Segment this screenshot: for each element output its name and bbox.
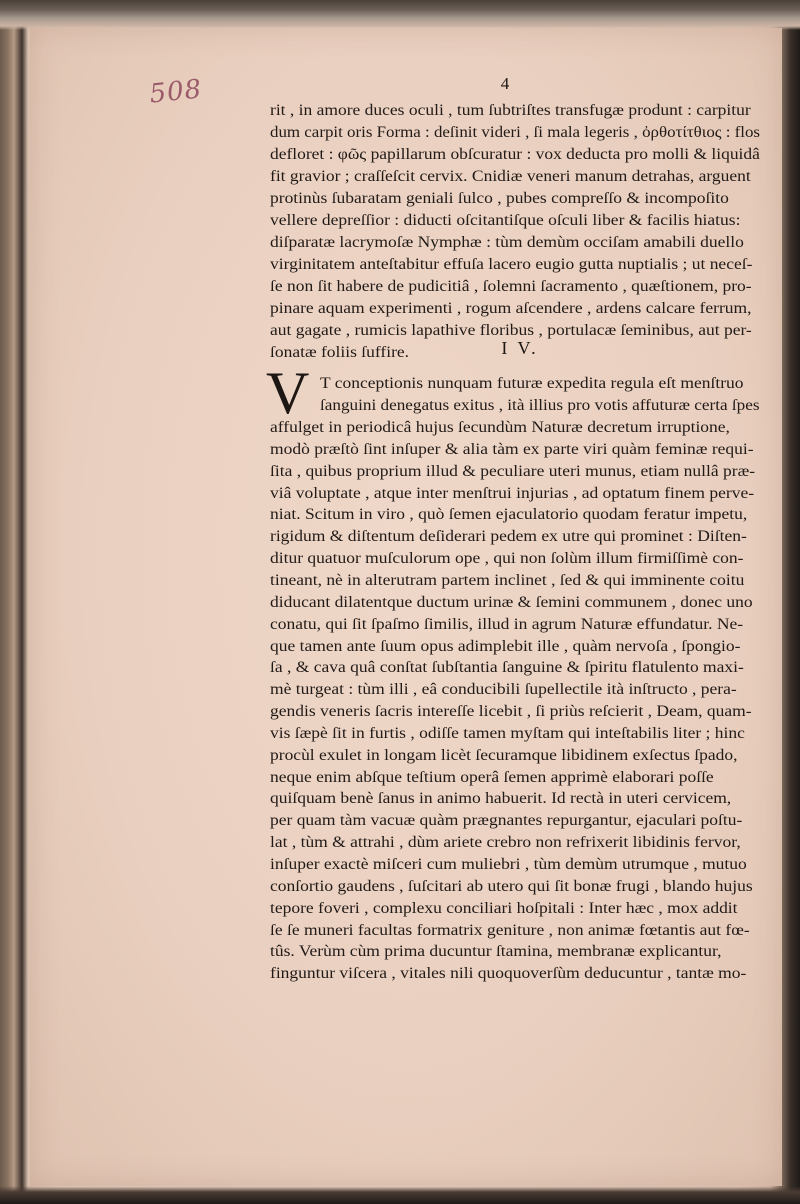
text-line: vellere depreſſior : diducti oſcitantiſque oſculi liber & facilis hiatus: <box>270 211 741 229</box>
text-line: procùl exulet in longam licèt ſecuramque libidinem exſectus ſpado, <box>270 745 738 764</box>
handwritten-folio-number: 508 <box>148 74 204 110</box>
text-line: finguntur viſcera , vitales nili quoquoverſùm deducuntur , tantæ mo- <box>270 964 747 983</box>
text-line: neque enim abſque teſtium operâ ſemen apprimè elaborari poſſe <box>270 767 714 786</box>
drop-cap: V <box>266 360 310 426</box>
text-line: ditur quatuor muſculorum ope , qui non ſolùm illum firmiſſimè con- <box>270 549 744 568</box>
text-line: conatu, qui ſit ſpaſmo ſimilis, illud in agrum Naturæ effundatur. Ne- <box>270 614 744 633</box>
text-line: ſonatæ foliis ſuffire. <box>270 343 410 361</box>
top-page-edge <box>0 0 800 30</box>
body-line-first: T conceptionis nunquam futuræ expedita regula eſt menſtruo <box>320 374 744 392</box>
text-line: dum carpit oris Forma : deſinit videri , ſi mala legeris , ὀρθοτίτθιος : flos <box>270 123 761 141</box>
text-line: lat , tùm & attrahi , dùm ariete crebro non refrixerit libidinis fervor, <box>270 833 741 852</box>
text-line: quiſquam benè ſanus in animo habuerit. Id rectà in uteri cervicem, <box>270 789 732 808</box>
text-line: gendis veneris ſacris intereſſe licebit , ſi priùs reſcierit , Deam, quam- <box>270 702 752 721</box>
text-line: vis ſæpè ſit in furtis , odiſſe tamen myſtam qui inteſtabilis liter ; hinc <box>270 723 745 742</box>
text-line: conſortio gaudens , ſuſcitari ab utero qui ſit bonæ frugi , blando hujus <box>270 876 753 895</box>
text-line: inſuper exactè miſceri cum muliebri , tùm demùm utrumque , mutuo <box>270 855 747 873</box>
section-heading: I V. <box>501 338 539 358</box>
text-line: per quam tàm vacuæ quàm prægnantes repurgantur, ejaculari poſtu- <box>270 811 743 830</box>
text-line: pinare aquam experimenti , rogum aſcendere , ardens calcare ferrum, <box>270 299 752 317</box>
text-line: ſe non ſit habere de pudicitiâ , ſolemni ſacramento , quæſtionem, pro- <box>270 277 752 295</box>
text-line: tepore foveri , complexu conciliari hoſpitali : Inter hæc , mox addit <box>270 898 738 917</box>
text-line: affulget in periodicâ hujus ſecundùm Naturæ decretum irruptione, <box>270 418 730 436</box>
text-line: tineant, nè in alterutram partem inclinet , ſed & qui imminente coitu <box>270 570 745 589</box>
bottom-page-edge <box>0 1186 800 1204</box>
text-line: diducant dilatentque ductum urinæ & ſemini communem , donec uno <box>270 592 753 611</box>
body-line-second: ſanguini denegatus exitus , ità illius pro votis affuturæ certa ſpes <box>320 396 760 414</box>
text-line: rigidum & diſtentum deſiderari pedem ex utre qui prominet : Diſten- <box>270 527 747 546</box>
text-line: ſe ſe muneri facultas formatrix geniture , non animæ fœtantis aut fœ- <box>270 920 750 939</box>
text-line: rit , in amore duces oculi , tum ſubtriſtes transfugæ produnt : carpitur <box>270 101 751 119</box>
text-line: ſita , quibus proprium illud & peculiare uteri munus, etiam nullâ præ- <box>270 461 756 480</box>
text-line: niat. Scitum in viro , quò ſemen ejaculatorio quodam feratur impetu, <box>270 505 748 524</box>
text-line: modò præſtò ſint inſuper & alia tàm ex parte viri quàm feminæ requi- <box>270 439 754 458</box>
text-line: diſparatæ lacrymoſæ Nymphæ : tùm demùm occiſam amabili duello <box>270 233 744 251</box>
page-number: 4 <box>500 74 510 93</box>
text-line: aut gagate , rumicis lapathive floribus , portulacæ ſeminibus, aut per- <box>270 321 752 339</box>
text-line: fit gravior ; craſſeſcit cervix. Cnidiæ veneri manum detrahas, arguent <box>270 167 751 185</box>
text-line: protinùs ſubaratam geniali ſulco , pubes compreſſo & incompoſito <box>270 189 729 207</box>
text-line: ſa , & cava quâ conſtat ſubſtantia ſanguine & ſpiritu flatulento maxi- <box>270 658 744 677</box>
text-line: tûs. Verùm cùm prima ducuntur ſtamina, membranæ explicantur, <box>270 942 722 961</box>
text-line: virginitatem anteſtabitur effuſa lacero eugio gutta nuptialis ; ut neceſ- <box>270 255 753 273</box>
text-line: viâ voluptate , atque inter menſtrui injurias , ad optatum finem perve- <box>270 483 755 502</box>
text-line: mè turgeat : tùm illi , eâ conducibili ſupellectile ità inſtructo , pera- <box>270 680 737 699</box>
text-line: defloret : φῶς papillarum obſcuratur : vox deducta pro molli & liquidâ <box>270 145 760 163</box>
text-line: que tamen ante ſuum opus adimplebit ille , quàm nervoſa , ſpongio- <box>270 636 741 655</box>
